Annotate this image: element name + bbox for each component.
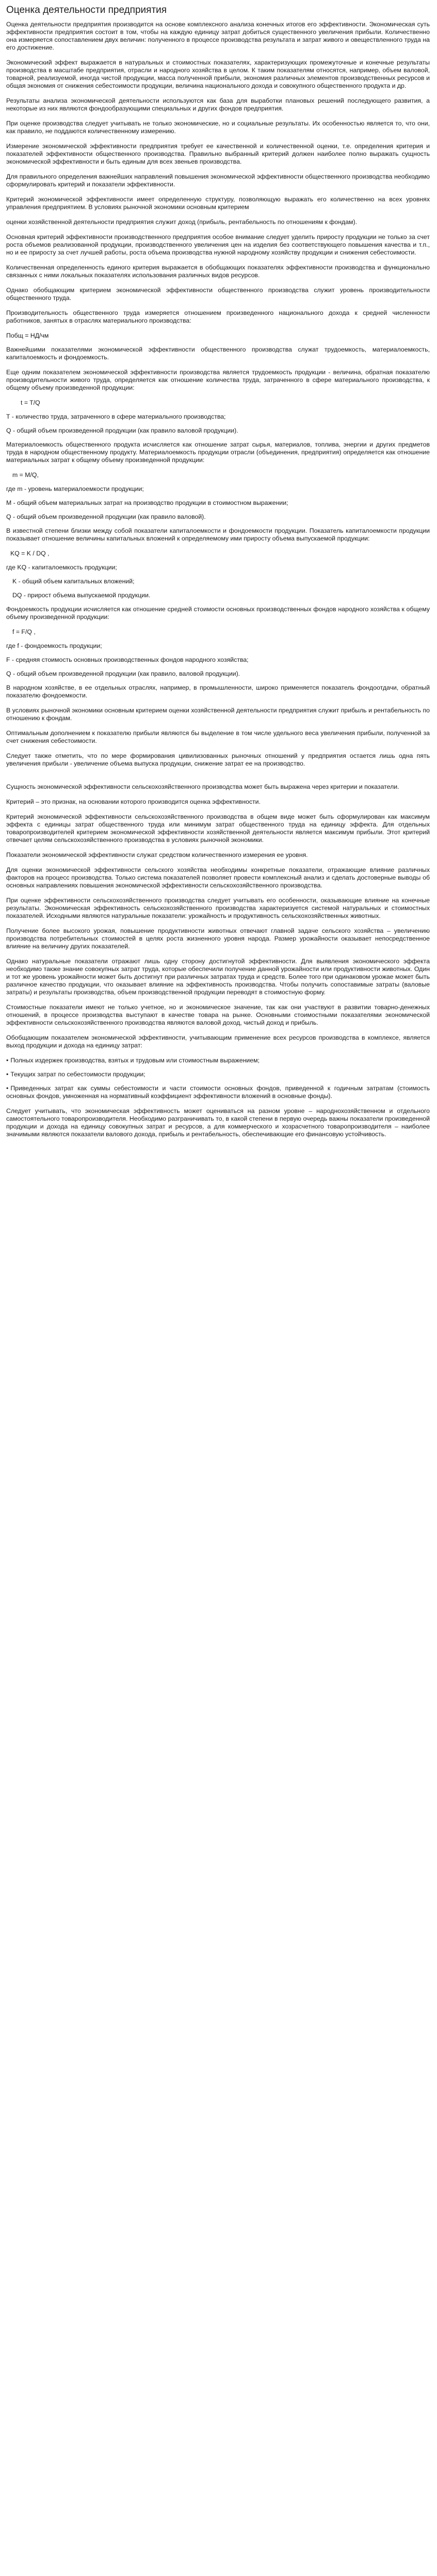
paragraph: Показатели экономической эффективности служат средством количественного измерения ее уровня. xyxy=(6,851,308,858)
document xyxy=(0,0,437,1153)
paragraph: Производительность общественного труда измеряется отношением произведенного национального дохода к средней численности работников, занятых в отраслях материального производства: xyxy=(6,309,430,324)
variable-definition: Q - общий объем произведенной продукции (как правило, валовой продукции). xyxy=(6,670,240,677)
formula-labor-intensity: t = T/Q xyxy=(21,399,40,406)
formula-productivity: Побщ = НД/чм xyxy=(6,332,49,339)
variable-definition: F - средняя стоимость основных производственных фондов народного хозяйства; xyxy=(6,656,249,663)
paragraph: В народном хозяйстве, в ее отдельных отраслях, например, в промышленности, широко применяется показатель фондоотдачи, обратный показателю фондоемкости. xyxy=(6,684,430,699)
paragraph: В известной степени близки между собой показатели капиталоемкости и фондоемкости продукции. Показатель капиталоемкости продукции показывает отношение величины капитальных вложений к определяемому ими приросту объема выпускаемой продукции: xyxy=(6,527,430,542)
list-item: • Полных издержек производства, взятых и трудовым или стоимостным выражением; xyxy=(6,1057,430,1064)
paragraph: При оценке производства следует учитывать не только экономические, но и социальные результаты. Их особенностью является то, что они, как правило, не поддаются количественному измерению. xyxy=(6,120,430,135)
variable-definition: Q - общий объем произведенной продукции (как правило валовой). xyxy=(6,513,206,520)
formula-fund-intensity: f = F/Q , xyxy=(12,628,36,635)
formula-capital-intensity: KQ = K / DQ , xyxy=(10,550,50,557)
variable-definition: K - общий объем капитальных вложений; xyxy=(12,578,135,585)
paragraph: Еще одним показателем экономической эффективности производства является трудоемкость продукции - величина, обратная показателю производительности живого труда, определяется как отношение количества труда, затраченного в сфере материального производства, к общему объему произведенной продукции: xyxy=(6,369,430,391)
paragraph: Для оценки экономической эффективности сельского хозяйства необходимы конкретные показатели, отражающие влияние различных факторов на процесс производства. Только система показателей позволяет провести комплексный анализ и сделать достоверные выводы об основных направлениях повышения экономической эффективности сельскохозяйственного производства. xyxy=(6,866,430,889)
paragraph: Фондоемкость продукции исчисляется как отношение средней стоимости основных производственных фондов народного хозяйства к общему объему произведенной продукции: xyxy=(6,606,430,621)
paragraph: Критерий экономической эффективности имеет определенную структуру, позволяющую выражать его количественно на всех уровнях управления предприятием. В условиях рыночной экономики основным критерием xyxy=(6,196,430,211)
paragraph: Стоимостные показатели имеют не только учетное, но и экономическое значение, так как они участвуют в развитии товарно-денежных отношений, в процессе производства выступают в качестве товара на рынке. Основными стоимостными показателями экономической эффективности сельскохозяйственного производства являются валовой доход, чистый доход и прибыль. xyxy=(6,1004,430,1026)
paragraph: Материалоемкость общественного продукта исчисляется как отношение затрат сырья, материалов, топлива, энергии и других предметов труда в народном общественному продукту. Материалоемкость продукции отрасли (объединения, предприятия) определяется как отношение материальных затрат к общему объему произведенной продукции: xyxy=(6,441,430,464)
paragraph: Сущность экономической эффективности сельскохозяйственного производства может быть выражена через критерии и показатели. xyxy=(6,783,399,790)
paragraph: При оценке эффективности сельскохозяйственного производства следует учитывать его особенности, оказывающие влияние на конечные результаты. Экономическая эффективность сельскохозяйственного производства характеризуется системой натуральных и стоимостных показателей. Исходными являются натуральные показатели: урожайность и продуктивность сельскохозяйственных животных. xyxy=(6,897,430,919)
paragraph: Однако натуральные показатели отражают лишь одну сторону достигнутой эффективности. Для выявления экономического эффекта необходимо также знание совокупных затрат труда, которые обеспечили получение данной урожайности или продуктивности животных. Один и тот же уровень урожайности может быть достигнут при различных затратах труда и средств. Более того при одинаковом урожае может быть различное качество продукции, что оказывает влияние на эффективность производства. Чтобы получить сопоставимые затраты (валовые затраты) и результаты производства, объем производственной продукции переводят в стоимостную форму. xyxy=(6,958,430,996)
section-gap xyxy=(6,775,430,783)
paragraph: оценки хозяйственной деятельности предприятия служит доход (прибыль, рентабельность по отношениям к фондам). xyxy=(6,218,358,226)
paragraph: Следует также отметить, что по мере формирования цивилизованных рыночных отношений у предприятия остается лишь одна пять увеличения прибыли - увеличение объема выпуска продукции, снижение затрат ее на производство. xyxy=(6,752,430,767)
variable-definition: T - количество труда, затраченного в сфере материального производства; xyxy=(6,413,226,420)
paragraph: Для правильного определения важнейших направлений повышения экономической эффективности общественного производства необходимо сформулировать критерий и показатели эффективности. xyxy=(6,173,430,188)
page-title: Оценка деятельности предприятия xyxy=(6,5,167,15)
paragraph: Оценка деятельности предприятия производится на основе комплексного анализа конечных итогов его эффективности. Экономическая суть эффективности предприятия состоит в том, чтобы на каждую единицу затрат добиться существенного увеличения прибыли. Количественно она измеряется сопоставлением двух величин: полученного в процессе производства результата и затрат живого и овеществленного труда на его достижение. xyxy=(6,21,430,51)
paragraph: Измерение экономической эффективности предприятия требует ее качественной и количественной оценки, т.е. определения критерия и показателей эффективности общественного производства. Правильно выбранный критерий должен наиболее полно выражать сущность экономической эффективности и быть единым для всех звеньев производства. xyxy=(6,142,430,165)
paragraph: Результаты анализа экономической деятельности используются как база для выработки плановых решений последующего развития, а некоторые из них являются фондообразующими специальных и других фондов предприятия. xyxy=(6,97,430,112)
paragraph: Экономический эффект выражается в натуральных и стоимостных показателях, характеризующих промежуточные и конечные результаты производства в масштабе предприятия, отрасли и народного хозяйства в целом. К таким показателям относятся, например, объем валовой, товарной, реализуемой, иногда чистой продукции, масса полученной прибыли, экономия различных элементов производственных ресурсов и общая экономия от снижения себестоимости продукции, величина национального дохода и совокупного общественного продукта и др. xyxy=(6,59,430,89)
paragraph: Получение более высокого урожая, повышение продуктивности животных отвечают главной задаче сельского хозяйства – увеличению производства потребительных стоимостей в целях роста жизненного уровня народа. Размер урожайности оказывает непосредственное влияние на величину других показателей. xyxy=(6,927,430,950)
paragraph: Оптимальным дополнением к показателю прибыли являются бы выделение в том числе удельного веса увеличения прибыли, полученной за счет снижения себестоимости. xyxy=(6,729,430,744)
formula-material-intensity: m = M/Q, xyxy=(12,471,39,479)
paragraph: Количественная определенность единого критерия выражается в обобщающих показателях эффективности производства и функционально связанных с ними локальных показателях использования различных видов ресурсов. xyxy=(6,264,430,279)
variable-definition: M - общий объем материальных затрат на производство продукции в стоимостном выражении; xyxy=(6,499,288,506)
paragraph: В условиях рыночной экономики основным критерием оценки хозяйственной деятельности предприятия служит прибыль и рентабельность по отношению к фондам. xyxy=(6,707,430,722)
variable-definition: где m - уровень материалоемкости продукции; xyxy=(6,485,144,492)
variable-definition: где f - фондоемкость продукции; xyxy=(6,642,102,649)
paragraph: Критерий – это признак, на основании которого производится оценка эффективности. xyxy=(6,798,261,805)
variable-definition: Q - общий объем произведенной продукции (как правило валовой продукции). xyxy=(6,427,238,434)
list-item: • Приведенных затрат как суммы себестоимости и части стоимости основных фондов, приведенной к годичным затратам (стоимость основных фондов, умноженная на нормативный коэффициент эффективности вложений в основные фонды). xyxy=(6,1085,430,1100)
list-item: • Текущих затрат по себестоимости продукции; xyxy=(6,1071,430,1078)
paragraph: Обобщающим показателем экономической эффективности, учитывающим применение всех ресурсов производства в комплексе, является выход продукции и дохода на единицу затрат: xyxy=(6,1034,430,1049)
paragraph: Однако обобщающим критерием экономической эффективности общественного производства служит уровень производительности общественного труда. xyxy=(6,287,430,301)
variable-definition: где KQ - капиталоемкость продукции; xyxy=(6,564,117,571)
paragraph: Основная критерий эффективности производственного предприятия особое внимание следует уделить приросту продукции не только за счет роста объемов реализованной продукции, производственного увеличения цен на изделия без соответствующего повышения качества и т.п., но и ее приросту за счет лучшей работы, роста объема производства нужной народному хозяйству продукции и снижения себестоимости. xyxy=(6,233,430,256)
paragraph: Критерий экономической эффективности сельскохозяйственного производства в общем виде может быть сформулирован как максимум эффекта с единицы затрат общественного труда или минимум затрат общественного труда на единицу эффекта. Для отдельных товаропроизводителей критерием экономической эффективности хозяйственной деятельности является максимум прибыли. Этот критерий отвечает целям сельскохозяйственного производства в условиях рыночной экономики. xyxy=(6,813,430,844)
resource-list xyxy=(6,1057,430,1100)
paragraph: Важнейшими показателями экономической эффективности общественного производства служат трудоемкость, материалоемкость, капиталоемкость и фондоемкость. xyxy=(6,346,430,361)
paragraph: Следует учитывать, что экономическая эффективность может оцениваться на разном уровне – народнохозяйственном и отдельного самостоятельного товаропроизводителя. Необходимо разграничивать то, в какой степени в первую очередь важны показатели произведенной продукции и дохода на единицу совокупных затрат и ресурсов, а для коммерческого и хозрасчетного товаропроизводителя – наиболее значимыми являются показатели валового дохода, прибыль и рентабельность, обеспечивающие его финансовую устойчивость. xyxy=(6,1107,430,1138)
variable-definition: DQ - прирост объема выпускаемой продукции. xyxy=(12,592,151,599)
